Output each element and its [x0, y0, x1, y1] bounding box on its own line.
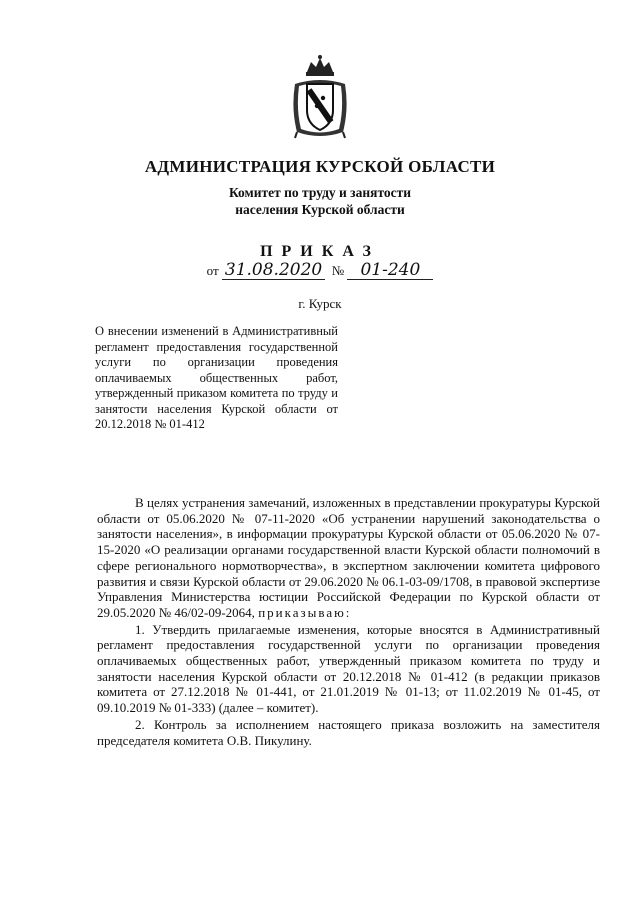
handwritten-date: 31.08.2020	[222, 261, 325, 280]
committee-line-2: населения Курской области	[235, 202, 405, 217]
organization-title: АДМИНИСТРАЦИЯ КУРСКОЙ ОБЛАСТИ	[144, 157, 496, 176]
handwritten-number: 01-240	[347, 261, 433, 280]
order-item-2: 2. Контроль за исполнением настоящего приказа возложить на заместителя председателя комитета О.В. Пикулину.	[97, 716, 600, 748]
date-number-line	[0, 261, 640, 280]
document-type: ПРИКАЗ	[260, 243, 380, 260]
order-word: приказываю:	[258, 604, 352, 620]
date-prefix: от	[206, 263, 219, 278]
order-body	[97, 495, 600, 748]
committee-name	[0, 184, 640, 218]
coat-of-arms-emblem	[287, 54, 353, 140]
preamble-paragraph	[97, 495, 600, 621]
city-line: г. Курск	[298, 296, 342, 311]
order-subject: О внесении изменений в Административный регламент предоставления государственной услуги по организации проведения оплачиваемых общественных работ, утвержденный приказом комитета по труду и занятости населения Курской области от 20.12.2018 № 01-412	[95, 324, 338, 431]
committee-line-1: Комитет по труду и занятости	[228, 185, 412, 200]
number-prefix: №	[331, 263, 345, 278]
order-item-1: 1. Утвердить прилагаемые изменения, которые вносятся в Административный регламент предоставления государственной услуги по организации проведения оплачиваемых общественных работ, утвержденный приказом комитета по труду и занятости населения Курской области от 20.12.2018 № 01-412 (в редакции приказов комитета от 27.12.2018 № 01-441, от 21.01.2019 № 01-13; от 11.02.2019 № 01-45, от 09.10.2019 № 01-333) (далее – комитет).	[97, 621, 600, 716]
preamble-text: В целях устранения замечаний, изложенных в представлении прокуратуры Курской области от 05.06.2020 № 07-11-2020 «Об устранении нарушений законодательства о занятости населения», в информации прокуратуры Курской области от 05.06.2020 № 07-15-2020 «О реализации органами государственной власти Курской области полномочий в сфере регионального нормотворчества», в экспертном заключении комитета цифрового развития и связи Курской области от 29.06.2020 № 06.1-03-09/1708, в правовой экспертизе Управления Министерства юстиции Российской Федерации по Курской области от 29.05.2020 № 46/02-09-2064,	[97, 495, 600, 620]
